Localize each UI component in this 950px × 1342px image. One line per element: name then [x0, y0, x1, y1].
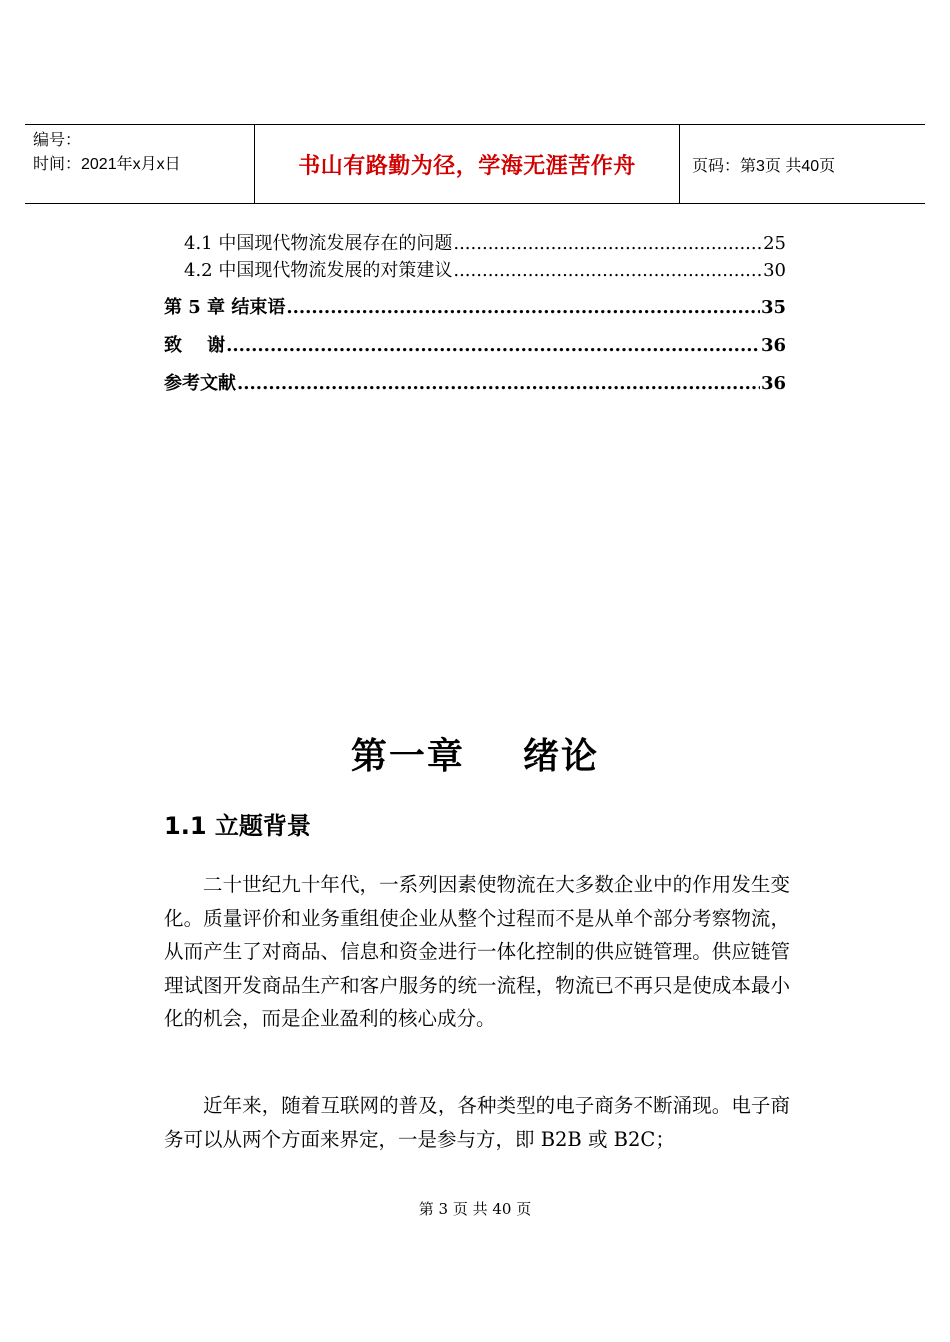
toc-entry-title: 致 谢 [164, 335, 226, 356]
toc-leader-dots [453, 233, 762, 254]
toc-entry-page: 30 [763, 260, 786, 281]
toc-entry [184, 229, 786, 255]
toc-leader-dots [226, 335, 760, 356]
page-header [25, 124, 925, 204]
body-paragraph: 二十世纪九十年代，一系列因素使物流在大多数企业中的作用发生变化。质量评价和业务重组使企业从整个过程而不是从单个部分考察物流，从而产生了对商品、信息和资金进行一体化控制的供应链管理。供应链管理试图开发商品生产和客户服务的统一流程，物流已不再只是使成本最小化的机会，而是企业盈利的核心成分。 [164, 873, 790, 1031]
toc-leader-dots [453, 260, 762, 281]
toc-entry-title: 参考文献 [164, 373, 236, 394]
toc-entry [164, 331, 786, 357]
body-paragraph: 近年来，随着互联网的普及，各种类型的电子商务不断涌现。电子商务可以从两个方面来界定，一是参与方，即 B2B 或 B2C； [164, 1094, 790, 1151]
header-page-info: 页码：第3页 共40页 [692, 157, 836, 175]
toc-entry-page: 25 [763, 233, 786, 254]
toc-entry-page: 35 [760, 297, 786, 318]
toc-entry-page: 36 [760, 373, 786, 394]
header-time-label: 时间：2021年x月x日 [33, 156, 181, 173]
toc-entry-page: 36 [760, 335, 786, 356]
toc-entry [164, 293, 786, 319]
toc-leader-dots [237, 373, 760, 394]
toc-entry [164, 369, 786, 395]
chapter-title: 第一章 绪论 [350, 736, 600, 777]
header-number-label: 编号： [33, 132, 82, 149]
header-meta [25, 125, 255, 203]
toc-entry [184, 256, 786, 282]
toc-leader-dots [286, 297, 760, 318]
toc-entry-title: 4.2 中国现代物流发展的对策建议 [184, 260, 453, 281]
header-motto: 书山有路勤为径，学海无涯苦作舟 [255, 125, 680, 203]
toc-entry-title: 第 5 章 结束语 [164, 297, 286, 318]
page-footer: 第 3 页 共 40 页 [418, 1200, 532, 1218]
section-title: 1.1 立题背景 [164, 812, 311, 840]
toc-entry-title: 4.1 中国现代物流发展存在的问题 [184, 233, 453, 254]
